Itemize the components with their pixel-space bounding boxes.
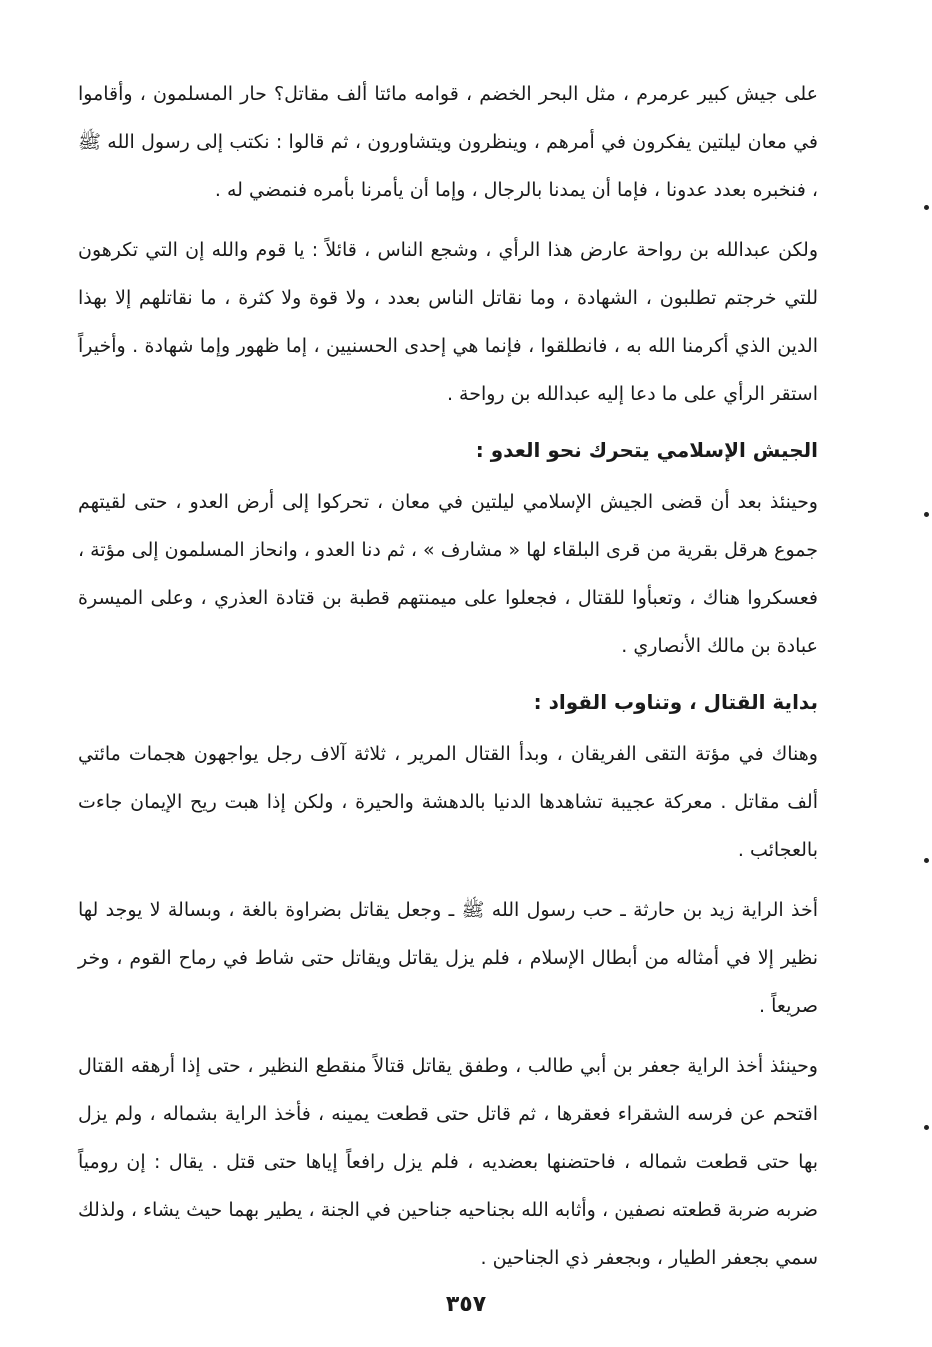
section-heading-battle-start: بداية القتال ، وتناوب القواد : (533, 690, 818, 714)
page-number: ٣٥٧ (445, 1292, 487, 1317)
paragraph-battle: وهناك في مؤتة التقى الفريقان ، وبدأ القتال المرير ، ثلاثة آلاف رجل يواجهون هجمات مائتي ألف مقاتل . معركة عجيبة تشاهدها الدنيا بالدهشة والحيرة ، ولكن إذا هبت ريح الإيمان جاءت بالعجائب . (78, 743, 818, 861)
paragraph-jafar: وحينئذ أخذ الراية جعفر بن أبي طالب ، وطفق يقاتل قتالاً منقطع النظير ، حتى إذا أرهقه القتال اقتحم عن فرسه الشقراء فعقرها ، ثم قاتل حتى قطعت يمينه ، فأخذ الراية بشماله ، ولم يزل بها حتى قطعت شماله ، فاحتضنها بعضديه ، فلم يزل رافعاً إياها حتى قتل . يقال : إن رومياً ضربه ضربة قطعته نصفين ، وأثابه الله بجناحيه جناحين في الجنة ، يطير بهما حيث يشاء ، ولذلك سمي بجعفر الطيار ، وبجعفر ذي الجناحين . (78, 1055, 818, 1269)
paragraph-zaid: أخذ الراية زيد بن حارثة ـ حب رسول الله ﷺ ـ وجعل يقاتل بضراوة بالغة ، وبسالة لا يوجد لها نظير إلا في أمثاله من أبطال الإسلام ، فلم يزل يقاتل ويقاتل حتى شاط في رماح القوم ، وخر صريعاً . (78, 899, 818, 1017)
paragraph-army-size: على جيش كبير عرمرم ، مثل البحر الخضم ، قوامه مائتا ألف مقاتل؟ حار المسلمون ، وأقاموا في معان ليلتين يفكرون في أمرهم ، وينظرون ويتشاورون ، ثم قالوا : نكتب إلى رسول الله ﷺ ، فنخبره بعدد عدونا ، فإما أن يمدنا بالرجال ، وإما أن يأمرنا بأمره فنمضي له . (78, 83, 818, 201)
margin-dot-mark (924, 205, 929, 210)
paragraph-march: وحينئذ بعد أن قضى الجيش الإسلامي ليلتين في معان ، تحركوا إلى أرض العدو ، حتى لقيتهم جموع هرقل بقرية من قرى البلقاء لها « مشارف » ، ثم دنا العدو ، وانحاز المسلمون إلى مؤتة ، فعسكروا هناك ، وتعبأوا للقتال ، فجعلوا على ميمنتهم قطبة بن قتادة العذري ، وعلى الميسرة عبادة بن مالك الأنصاري . (78, 491, 818, 657)
margin-dot-mark (924, 1125, 929, 1130)
paragraph-ibn-rawaha: ولكن عبدالله بن رواحة عارض هذا الرأي ، وشجع الناس ، قائلاً : يا قوم والله إن التي تكرهون للتي خرجتم تطلبون ، الشهادة ، وما نقاتل الناس بعدد ، ولا قوة ولا كثرة ، ما نقاتلهم إلا بهذا الدين الذي أكرمنا الله به ، فانطلقوا ، فإنما هي إحدى الحسنيين ، إما ظهور وإما شهادة . وأخيراً استقر الرأي على ما دعا إليه عبدالله بن رواحة . (78, 239, 818, 405)
margin-dot-mark (924, 512, 929, 517)
page-body (78, 70, 818, 1294)
margin-dot-mark (924, 858, 929, 863)
section-heading-army-moves: الجيش الإسلامي يتحرك نحو العدو : (475, 438, 818, 462)
